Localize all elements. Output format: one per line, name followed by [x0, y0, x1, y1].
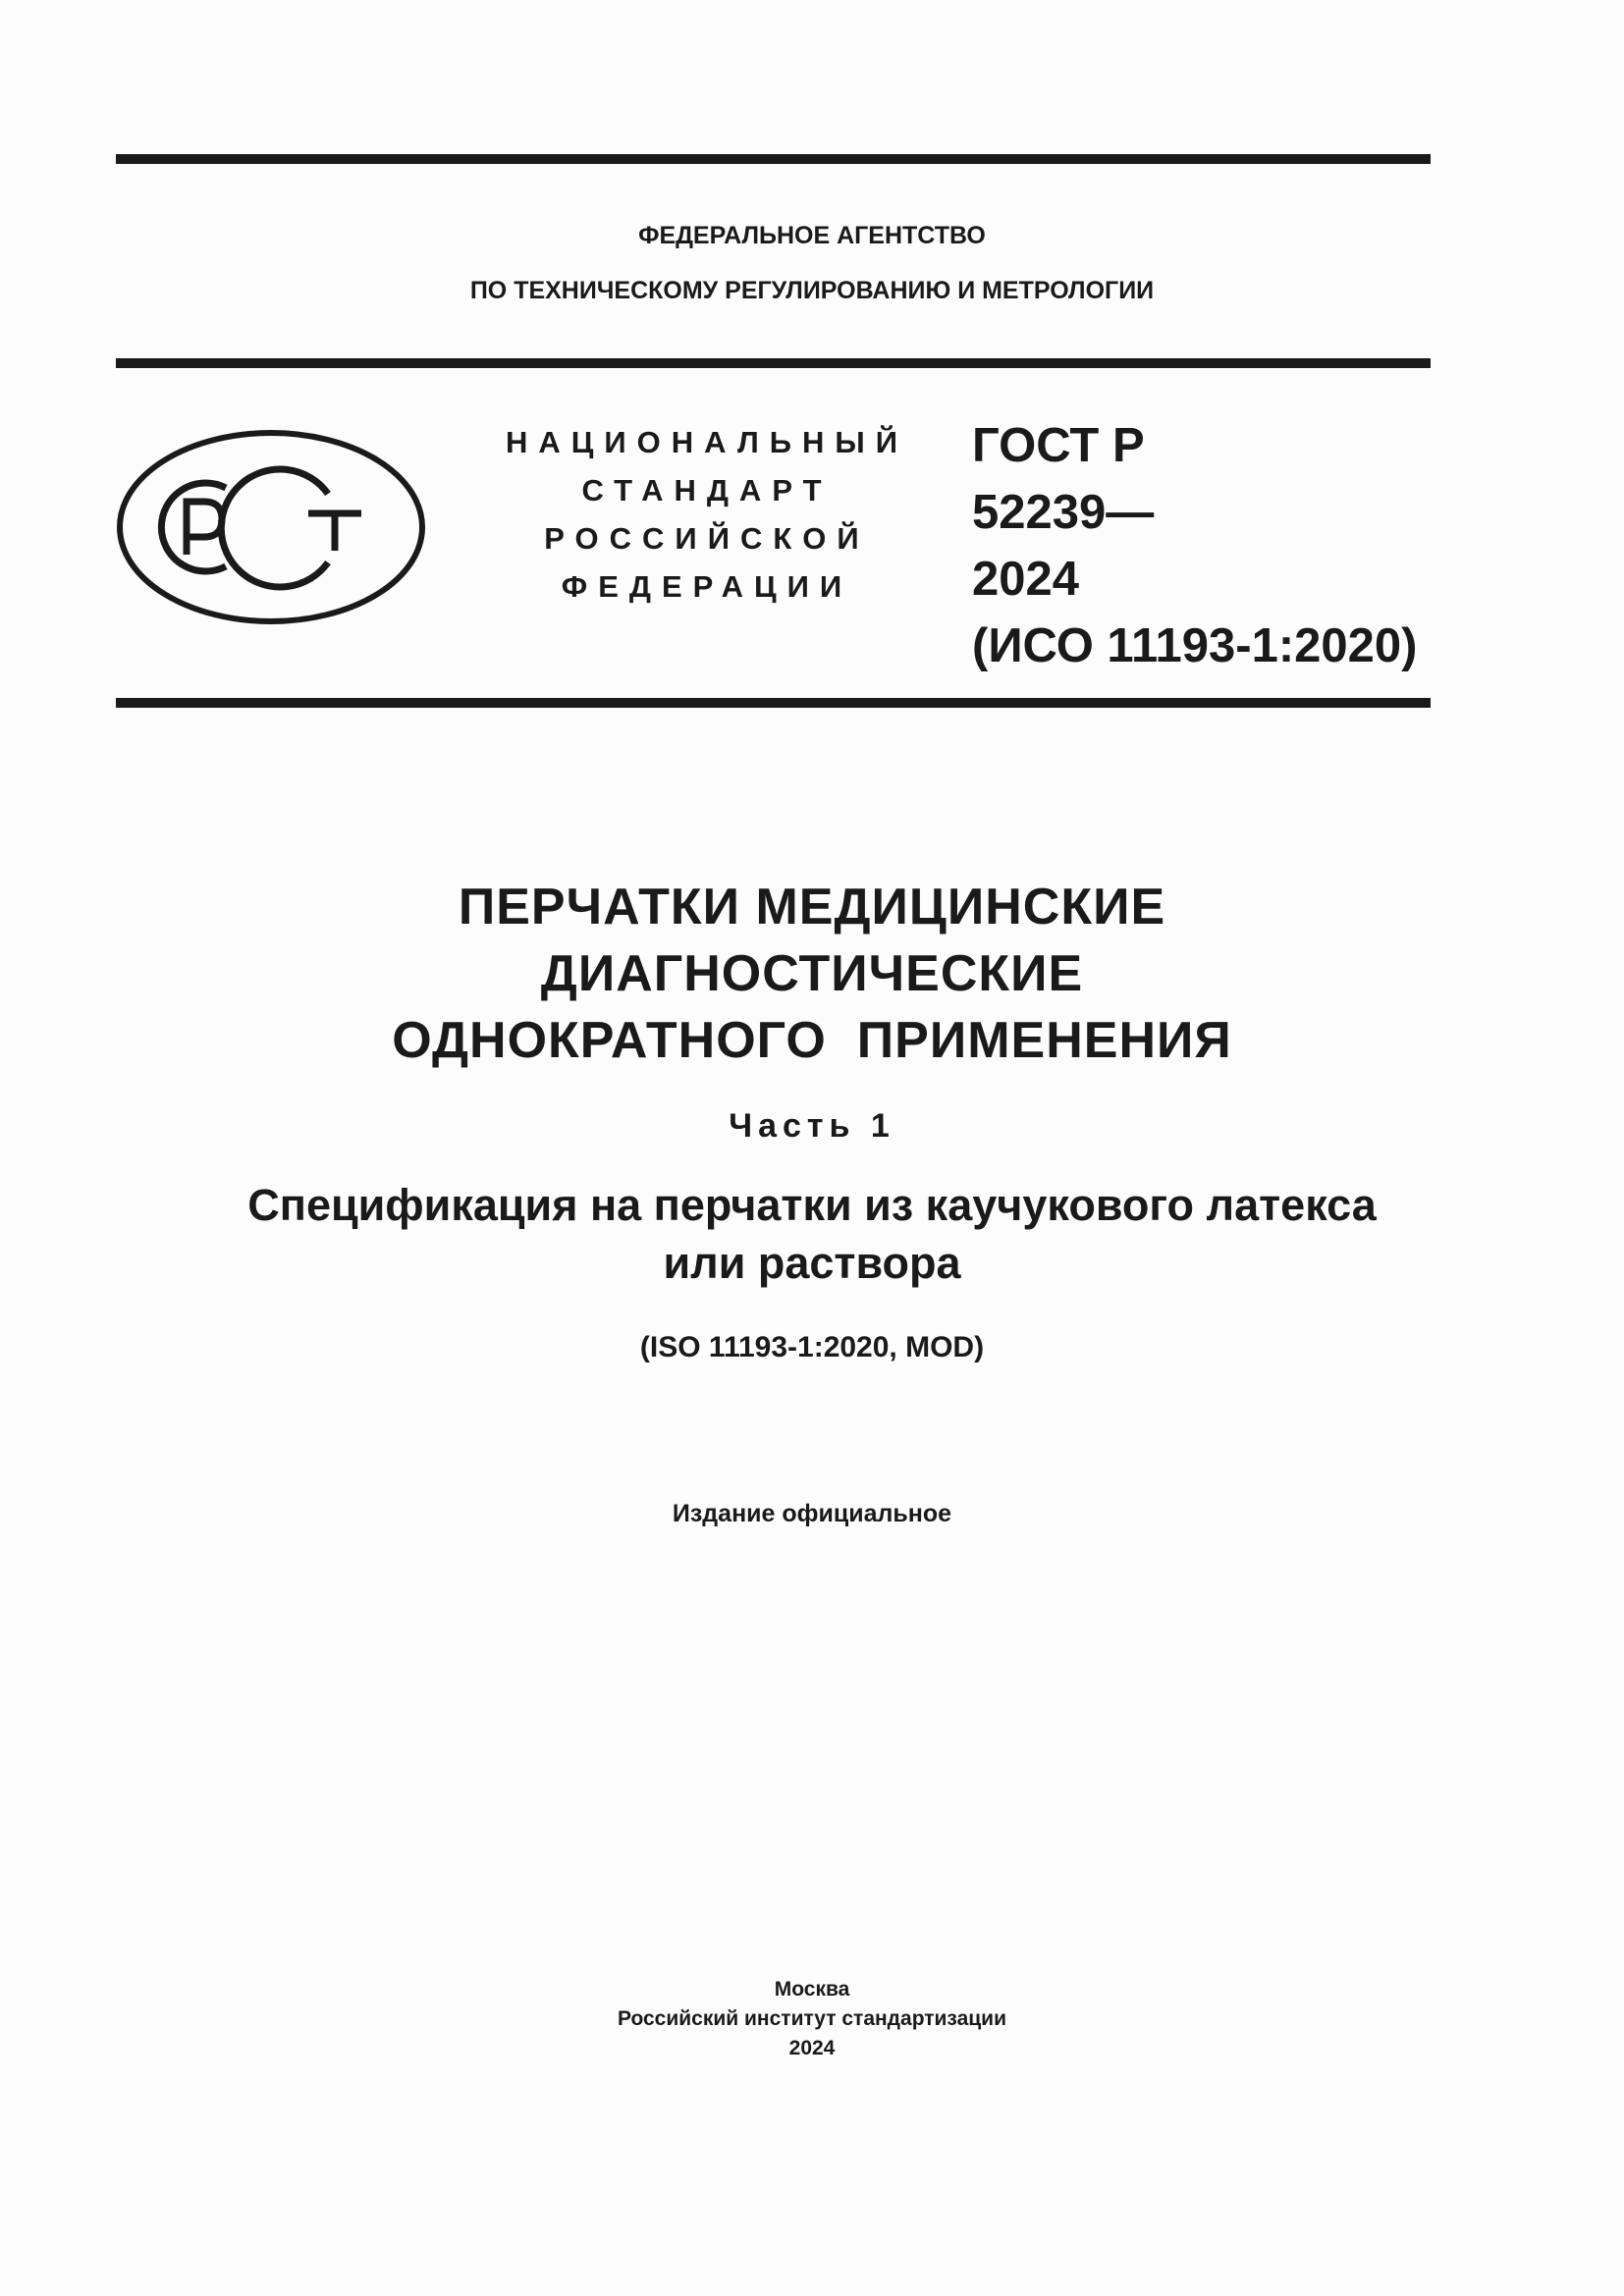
- standard-type-line-1: НАЦИОНАЛЬНЫЙ: [505, 425, 909, 459]
- subtitle-line-2: или раствора: [663, 1238, 961, 1288]
- top-rule: [116, 154, 1431, 164]
- title-line-1: ПЕРЧАТКИ МЕДИЦИНСКИЕ: [458, 879, 1166, 935]
- rst-certification-mark-icon: [116, 429, 426, 625]
- header-rule: [116, 358, 1431, 368]
- subtitle-line-1: Спецификация на перчатки из каучукового латекса: [247, 1180, 1377, 1230]
- designation-line-2: 52239—: [972, 486, 1155, 539]
- agency-header: [0, 208, 1624, 318]
- publisher-year: 2024: [788, 2037, 836, 2059]
- standard-type: [491, 418, 923, 611]
- edition-note: Издание официальное: [672, 1500, 952, 1527]
- designation-line-1: ГОСТ Р: [972, 419, 1145, 472]
- iso-reference: (ISO 11193-1:2020, MOD): [639, 1331, 985, 1363]
- title-line-3: ОДНОКРАТНОГО ПРИМЕНЕНИЯ: [392, 1012, 1232, 1069]
- title-line-2: ДИАГНОСТИЧЕСКИЕ: [540, 945, 1084, 1002]
- agency-line-2: ПО ТЕХНИЧЕСКОМУ РЕГУЛИРОВАНИЮ И МЕТРОЛОГИИ: [469, 277, 1155, 304]
- publisher-institute: Российский институт стандартизации: [617, 2007, 1007, 2030]
- part-number: Часть 1: [729, 1107, 895, 1145]
- standard-type-line-4: ФЕДЕРАЦИИ: [561, 569, 853, 604]
- document-title: [0, 874, 1624, 1074]
- standard-type-line-3: РОССИЙСКОЙ: [544, 521, 870, 556]
- designation-line-4: (ИСО 11193-1:2020): [972, 619, 1418, 672]
- document-subtitle: [0, 1176, 1624, 1292]
- designation-line-3: 2024: [972, 553, 1080, 606]
- publisher-block: [0, 1975, 1624, 2063]
- designation-rule: [116, 698, 1431, 708]
- publisher-city: Москва: [774, 1978, 850, 2001]
- standard-type-line-2: СТАНДАРТ: [581, 473, 833, 507]
- standard-designation: [972, 412, 1424, 679]
- agency-line-1: ФЕДЕРАЛЬНОЕ АГЕНТСТВО: [638, 222, 986, 249]
